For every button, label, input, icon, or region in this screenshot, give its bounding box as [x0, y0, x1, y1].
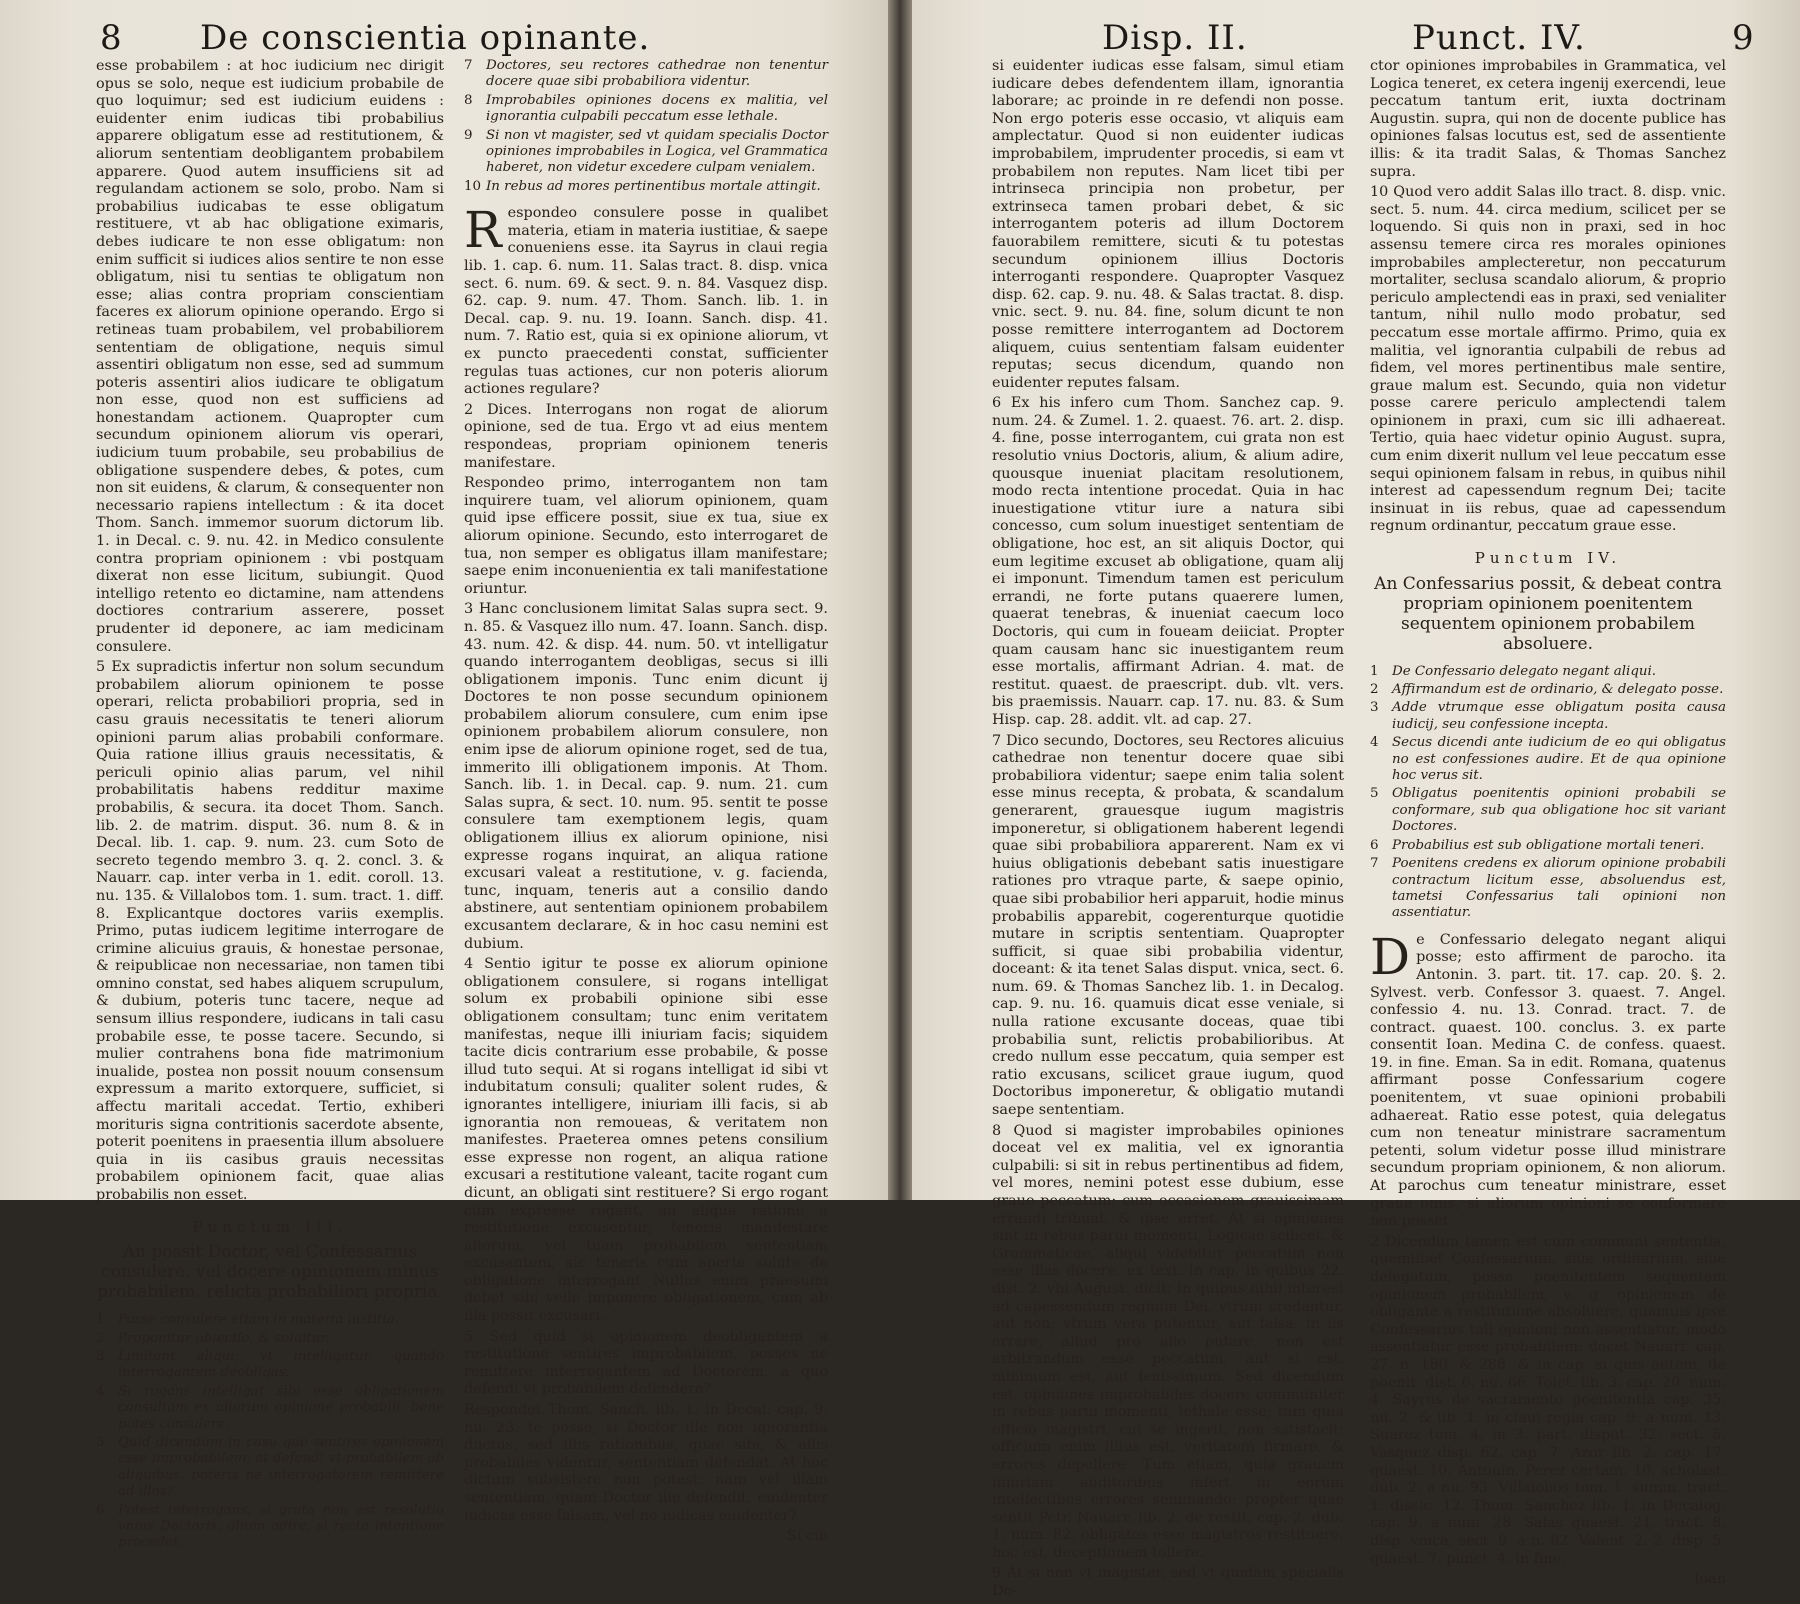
- book-gutter: [888, 0, 912, 1200]
- paragraph: 5 Sed quid si opinionem deobligantem a restitutione sentires improbabilem, posses ne remittere interrogantem ad Doctorem, a quo defendi vt probabilem defendere?: [464, 1328, 828, 1398]
- summary-note: 5 Quid dicendum in casu quo sentires opinionem esse improbabilem; at defendi vt probabilem ab aliquibus, poteris ne interrogatorem remittere ad illos?: [96, 1435, 444, 1500]
- section-question: An possit Doctor, vel Confessarius consulere, vel docere opinionem minus probabilem, relicta probabiliori propria.: [97, 1242, 443, 1303]
- summary-note: 3 Adde vtrumque esse obligatum posita causa iudicij, seu confessione incepta.: [1370, 700, 1726, 732]
- paragraph: 9 At si non vt magister, sed vt quidam specialis Do-: [992, 1565, 1344, 1600]
- paragraph: Respondet Thom. Sanch. lib. 1. in Decal. cap. 9. nu. 23. te posse, si Doctor ille non ignorantia ductus, sed illis rationibus, quae sibi, & aliis probabiles videntur, sententiam defendat. At hoc dictum subsistere non potest: nam vel illam sententiam, quam Doctor ille defendit, euidenter iudicas esse falsam, vel no iudicas euidenter?: [464, 1402, 828, 1524]
- section-title: Punctum III.: [192, 1217, 348, 1236]
- paragraph: 8 Quod si magister improbabiles opiniones doceat vel ex malitia, vel ex ignorantia culpabili: si sit in rebus pertinentibus ad fidem, vel mores, nemini potest esse dubium, esse graue peccatum; cum occasionem grauissimam errandi tribuat, & ipse erret. At si opiniones sint in rebus parui momenti, Logicae scilicet, & Grammaticae, aliqui videbitur peccatum non esse illas docere, ex text. in cap. in quibus 22. dist. 2. vbi August. dicit: In quibus nihil interest ad capessendum regnum Dei, vtrum credantur, aut non; vtrum vera putentur, aut falsa, in iis errare, aliud pro alio putare, non est arbitrandum esse peccatum; aut si est, minimum est, aut leuissimum. Sed dicendum est, opiniones improbabiles docere communiter in rebus parui momenti, lethale esse, tum quia officio magistri, cui se ingerit, non satisfacit; officium enim illius est, veritatem firmare, & errores depellere. Tum etiam, quia grauem iniuriam auditoribus infert in eorum intellectibus errores seminando: propter quae sentit Petr. Nauarr. lib. 2. de restit. cap. 2. dub. 1. num. 82. obligatos esse magistros restituere, hoc est, deceptionem tollere.: [992, 1122, 1344, 1561]
- catchword: Ioan: [1693, 1571, 1726, 1588]
- paragraph: 10 Quod vero addit Salas illo tract. 8. disp. vnic. sect. 5. num. 44. circa medium, scilicet per se loquendo. Si quis non in praxi, sed in hoc assensu temere circa res morales opiniones improbabiles amplecteretur, non peccaturum mortaliter, seclusa scandalo aliorum, & proprio periculo amplectendi eas in praxi, sed venialiter tantum, nihil nullo modo probatur, sed peccatum esse mortale affirmo. Primo, quia ex malitia, vel ignorantia culpabili de rebus ad fidem, vel mores pertinentibus male sentire, graue malum est. Secundo, quia non videtur posse carere periculo amplectendi talem opinionem in praxi, cum sic illi adhaereat. Tertio, quia haec videtur opinio August. supra, cum enim dixerit nullum vel leue peccatum esse sequi opinionem falsam in rebus, in quibus nihil interest ad capessendum regnum Dei; tacite insinuat in iis rebus, quae ad capessendum regnum ordinantur, peccatum graue esse.: [1370, 184, 1726, 535]
- paragraph: 2 Dicendum tamen est cum communi sententia, quemlibet Confessarium, siue ordinarium, siue delegatum, posse poenitentem sequentem opinionem probabilem, v. g. opinionem de obligante a restitutione absoluere, quamuis ipse Confessarius tali opinioni non assentiatur, modo assentiatur esse probabilem: docet Nauarr. cap. 27. n. 180. & 288. & in cap. si quis autem, de poenit. dist. 6. nu. 66. Tolet. lib. 3. cap. 20. num. 4. Sayrus de sacramento poenitentia cap. 35. nu. 2. & lib. 1. in claui regia cap. 9. a num. 13. Suarez tom. 4. in 3. part. disput. 32. sect. 5. Vasquez disp. 62. cap. 7. Azor lib. 2. cap. 17. quaest. 10. Antonin. Perez certam. 10. scholast. dub. 2. a nu. 93. Villalobos tom. 1. summ. tract. 1. dissic. 12. Thom. Sanchez lib. 1. in Decalog. cap. 9. a num. 28. Salas quaest. 21. tract. 8. disp. vnica, sect. 9. a n. 82. Valent. 2. 2. disp. 5. quaest. 7. punct. 4. in fine.: [1370, 1233, 1726, 1567]
- paragraph: ctor opiniones improbabiles in Grammatica, vel Logica teneret, ex cetera ingenij exercendi, leue peccatum tantum erit, iuxta doctrinam Augustin. supra, qui non de docente publice has opiniones falsas locutus est, sed de assentiente illis: & ita tradit Salas, & Thomas Sanchez supra.: [1370, 58, 1726, 180]
- summary-note: 3 Limitant aliqui, vt intelligatur, quando interrogantem deobligas.: [96, 1349, 444, 1381]
- right-column-a: [992, 58, 1344, 1604]
- left-folio: 8: [100, 18, 122, 58]
- paragraph: 6 Ex his infero cum Thom. Sanchez cap. 9. num. 24. & Zumel. 1. 2. quaest. 76. art. 2. disp. 4. fine, posse interrogantem, cui grata non est resolutio vnius Doctoris, alium, & alium adire, quousque inueniat placitam resolutionem, modo recta intentione procedat. Quia in hac inuestigatione vtitur iure a natura sibi concesso, cum solum inuestiget sententiam de obligatione, hoc est, an sit aliquis Doctor, qui eum legitime excuset ab obligatione, quam alij ei imponunt. Timendum tamen est periculum errandi, ne forte putans quaerere lumen, quaerat tenebras, & inueniat caecum loco Doctoris, qui cum in foueam deiiciat. Propter quam causam hanc sic inuestigantem reum esse mortalis, affirmant Adrian. 4. mat. de restitut. quaest. de praescript. dub. vlt. vers. bis praemissis. Nauarr. cap. 17. nu. 83. & Sum Hisp. cap. 28. addit. vlt. ad cap. 27.: [992, 395, 1344, 728]
- summary-note: 4 Secus dicendi ante iudicium de eo qui obligatus no est confessiones audire. Et de qua opinione hoc verus sit.: [1370, 735, 1726, 784]
- paragraph: esse probabilem : at hoc iudicium nec dirigit opus se solo, neque est iudicium probabile de quo loquimur; sed est iudicium euidens : euidenter enim iudicas tibi probabilius apparere obligatum esse ad restitutionem, & aliorum sententiam deobligantem probabilem apparere. Quod autem insufficiens sit ad regulandam actionem se solo, probo. Nam si probabilius iudicabas te esse obligatum restituere, vt ab hac obligatione eximaris, debes iudicare te non esse obligatum: non enim sufficit si iudices alios sentire te non esse obligatum, nisi tu sentias te obligatum non esse; alias contra propriam conscientiam faceres ex aliorum opinione operando. Ergo si retineas tuam probabilem, vel probabiliorem sententiam de obligatione, nequis simul assentiri obligatum non esse, sed ad summum poteris assentiri alios iudicare te obligatum non esse, quod non est sufficiens ad honestandam actionem. Quapropter cum secundum opinionem aliorum vis operari, iudicium tuum probabile, seu probabilius de obligatione suspendere debes, & potes, cum non sit euidens, & clarum, & consequenter non necessario rapiens intellectum : & ita docet Thom. Sanch. immemor suorum dictorum lib. 1. in Decal. c. 9. nu. 42. in Medico consulente contra propriam opinionem : vbi postquam dixerat non esse licitum, subiungit. Quod intelligo retento eo dictamine, nam attendens doctiores contrarium asserere, posset prudenter id deponere, ac iam medicinam consulere.: [96, 58, 444, 655]
- paragraph: 7 Dico secundo, Doctores, seu Rectores alicuius cathedrae non tenentur docere quae sibi probabiliora videntur; saepe enim talia solent esse minus recepta, & probata, & scandalum generarent, grauesque iugum magistris imponeretur, si obligationem haberent legendi quae sibi probabiliora apparerent. Nam ex vi huius obligationis debebant satis inuestigare rationes pro vtraque parte, & saepe opinio, quae sibi probabilior heri apparuit, hodie minus probabilis apparebit, cogerenturque quotidie mutare in scriptis sententiam. Quapropter sufficit, si quae sibi probabilia videntur, doceant: & ita tenet Salas disput. vnica, sect. 6. num. 69. & Thomas Sanchez lib. 1. in Decalog. cap. 9. nu. 16. quamuis dicat esse veniale, si nulla ratione excusante doceas, quae tibi probabilia sunt, relictis probabilioribus. At credo nullum esse peccatum, quia semper est ratio excusans, scilicet graue iugum, quod Doctoribus imponeretur, & obligatio mutandi saepe sententiam.: [992, 732, 1344, 1119]
- paragraph: 2 Dices. Interrogans non rogat de aliorum opinione, sed de tua. Ergo vt ad eius mentem respondeas, propriam opinionem teneris manifestare.: [464, 401, 828, 471]
- paragraph: 5 Ex supradictis infertur non solum secundum probabilem aliorum opinionem te posse operari, relicta probabiliori propria, sed in casu grauis necessitatis te teneri aliorum opinioni parum alias probabili conformare. Quia ratione illius grauis necessitatis, & periculi opinio alias parum, vel nihil probabilitatis habens redditur maxime probabilis, & secura. ita docet Thom. Sanch. lib. 2. de matrim. disput. 36. num 8. & in Decal. lib. 1. cap. 9. num. 23. cum Soto de secreto tegendo membro 3. q. 2. concl. 3. & Nauarr. cap. inter verba in 1. edit. coroll. 13. nu. 135. & Villalobos tom. 1. sum. tract. 1. diff. 8. Explicantque doctores variis exemplis. Primo, putas iudicem legitime interrogare de crimine alicuius grauis, & honestae personae, & reipublicae non necessariae, non tamen tibi omnino constat, sed habes aliquem scrupulum, & dubium, poteris tunc tacere, neque ad sensum illius respondere, iudicans in tali casu probabile esse, te posse tacere. Secundo, si mulier contrahens bona fide matrimonium inualide, postea non possit nouum consensum expressum a marito extorquere, sufficiet, si affectu maritali accedat. Tertio, exhiberi morituris signa contritionis sacerdote absente, poterit poenitens in praesentia illum absoluere quia in iis casibus grauis necessitas probabilem opinionem facit, quae alias probabilis non esset.: [96, 659, 444, 1203]
- summary-note: 10 In rebus ad mores pertinentibus mortale attingit.: [464, 178, 821, 194]
- right-running-head-left: Disp. II.: [1102, 18, 1248, 58]
- summary-note: 2 Proponitur obiectio, & soluitur.: [96, 1330, 330, 1346]
- right-folio: 9: [1732, 18, 1754, 58]
- summary-note: 6 Potest interrogans, si grata non est resolutio vnius Doctoris, alium adire, si recta intentione procedat.: [96, 1502, 444, 1551]
- summary-note: 8 Improbabiles opiniones docens ex malitia, vel ignorantia culpabili peccatum esse lethale.: [464, 92, 828, 125]
- summary-note: 2 Affirmandum est de ordinario, & delegato posse.: [1370, 682, 1724, 698]
- right-column-b: [1370, 58, 1726, 1589]
- paragraph: si euidenter iudicas esse falsam, simul etiam iudicare debes defendentem illam, ignorantia laborare; ac proinde in re defendi non posse. Non ergo poteris esse occasio, vt aliquis eam amplectatur. Quod si non euidenter iudicas improbabilem, imprudenter procedis, si eam vt probabilem non reputes. Nam licet tibi per intrinseca principia non probetur, per extrinseca tamen probari debet, & sic interrogantem poteris ad illum Doctorem fauorabilem remittere, sicuti & tu potestas secundum opinionem illius Doctoris interroganti respondere. Quapropter Vasquez disp. 62. cap. 9. nu. 48. & Salas tractat. 8. disp. vnic. sect. 9. nu. 84. fine, solum dicunt te non posse remittere interrogantem ad Doctorem aliquem, cuius sententiam falsam euidenter reputas; secus dicendum, quando non euidenter reputes falsam.: [992, 58, 1344, 391]
- summary-note: 6 Probabilius est sub obligatione mortali teneri.: [1370, 837, 1705, 853]
- right-page: [912, 0, 1800, 1600]
- paragraph: Respondeo consulere posse in qualibet materia, etiam in materia iustitiae, & saepe conueniens esse. ita Sayrus in claui regia lib. 1. cap. 6. num. 11. Salas tract. 8. disp. vnica sect. 6. num. 69. & sect. 9. n. 84. Vasquez disp. 62. cap. 9. num. 47. Thom. Sanch. lib. 1. in Decal. cap. 9. nu. 19. Ioann. Sanch. disp. 41. num. 7. Ratio est, quia si ex opinione aliorum, vt ex puncto praecedenti constat, sufficienter regulas tuas actiones, cur non poteris aliorum actiones regulare?: [464, 201, 828, 398]
- summary-note: 1 Posse consulere etiam in materia iustitia.: [96, 1312, 399, 1328]
- left-column-a: [96, 58, 444, 1554]
- summary-note: 7 Doctores, seu rectores cathedrae non tenentur docere quae sibi probabiliora videntur.: [464, 58, 828, 90]
- drop-capital: D: [1370, 927, 1411, 986]
- summary-note: 1 De Confessario delegato negant aliqui.: [1370, 663, 1657, 679]
- section-question: An Confessarius possit, & debeat contra propriam opinionem poenitentem sequentem opinionem probabilem absoluere.: [1374, 573, 1722, 654]
- left-column-b: [464, 58, 828, 1546]
- summary-note: 7 Poenitens credens ex aliorum opinione probabili contractum licitum esse, absoluendus est, tametsi Confessarius tali opinioni non assentiatur.: [1370, 856, 1726, 921]
- summary-note: 4 Si rogans intelligat sibi esse obligationem consultam ex aliorum opinione probabili, bene potes consulere.: [96, 1383, 444, 1432]
- paragraph: De Confessario delegato negant aliqui posse; esto affirment de parocho. ita Antonin. 3. part. tit. 17. cap. 20. §. 2. Sylvest. verb. Confessor 3. quaest. 7. Angel. confessio 4. nu. 13. Conrad. tract. 7. de contract. quaest. 100. conclus. 3. ex parte consentit Ioan. Medina C. de confess. quaest. 19. in fine. Eman. Sa in edit. Romana, quatenus affirmant posse Confessarium cogere poenitentem, vt suae opinioni probabili adhaereat. Ratio esse potest, quia delegatus cum non teneatur ministrare sacramentum petenti, solum videtur posse illud ministrare secundum propriam opinionem, & non aliorum. At parochus cum teneatur ministrare, esset graue onus, si aliorum opinioni se conformare non posset.: [1370, 927, 1726, 1230]
- section-title: Punctum IV.: [1474, 549, 1622, 568]
- left-page: [0, 0, 888, 1551]
- right-running-head-right: Punct. IV.: [1412, 18, 1586, 58]
- summary-note: 9 Si non vt magister, sed vt quidam specialis Doctor opiniones improbabiles in Logica, vel Grammatica haberet, non videtur excedere culpam venialem.: [464, 127, 828, 176]
- drop-capital: R: [464, 201, 502, 260]
- paragraph: 3 Hanc conclusionem limitat Salas supra sect. 9. n. 85. & Vasquez illo num. 47. Ioann. Sanch. disp. 43. num. 42. & disp. 44. num. 50. vt intelligatur quando interrogantem deobligas, secus si illi obligationem imponis. Tunc enim dicunt ij Doctores te non posse secundum opinionem probabilem aliorum consulere, cum enim ipse opinionem probabilem aliorum consulere, non enim ipse de aliorum opinione roget, sed de tua, immerito illi obligationem imponis. At Thom. Sanch. lib. 1. in Decal. cap. 9. num. 21. cum Salas supra, & sect. 10. num. 95. sentit te posse consulere tam exemptionem legis, quam obligationem illius ex aliorum opinione, nisi expresse rogans inquirat, an aliqua ratione excusari valeat a restitutione, v. g. facienda, tunc, inquam, teneris aut a consilio dando abstinere, aut sententiam opinionem probabilem excusantem declarare, & in hoc casu nemini est dubium.: [464, 601, 828, 952]
- paragraph: 4 Sentio igitur te posse ex aliorum opinione obligationem consulere, si rogans intelligat solum ex probabili opinione sibi esse obligationem consultam; tunc enim veritatem manifestas, neque illi iniuriam facis; siquidem tacite dicis contrarium esse probabile, & posse illud tuto sequi. At si rogans intelligat id sibi vt indubitatum consuli; qualiter solent rudes, & ignorantes intelligere, iniuriam illi facis, si ab ignorantia non remoueas, & veritatem non manifestes. Praeterea omnes petens consilium esse expresse non rogent, an aliqua ratione excusari a restitutione valeant, tacite rogant cum dicunt, an obligati sint restituere? Si ergo rogant cum expresse rogant, an aliqua ratione a restitutione excusentur, teneris manifestare aliorum, vel tuam probabilem sententiam excusantem, sic teneris cum aperte solute de obligatione interrogant Nullus enim praesumi debet sibi velle imponere obligationem, cum ab illa possit excusari.: [464, 956, 828, 1325]
- left-running-head: De conscientia opinante.: [200, 18, 651, 58]
- catchword: Si cui: [787, 1528, 828, 1545]
- summary-note: 5 Obligatus poenitentis opinioni probabili se conformare, sub qua obligatione hoc sit variant Doctores.: [1370, 786, 1726, 835]
- paragraph: Respondeo primo, interrogantem non tam inquirere tuam, vel aliorum opinionem, quam quid ipse efficere possit, siue ex tua, siue ex aliorum opinione. Secundo, esto interrogaret de tua, non semper es obligatus illam manifestare; saepe enim inconuenientia ex tali manifestatione oriuntur.: [464, 475, 828, 597]
